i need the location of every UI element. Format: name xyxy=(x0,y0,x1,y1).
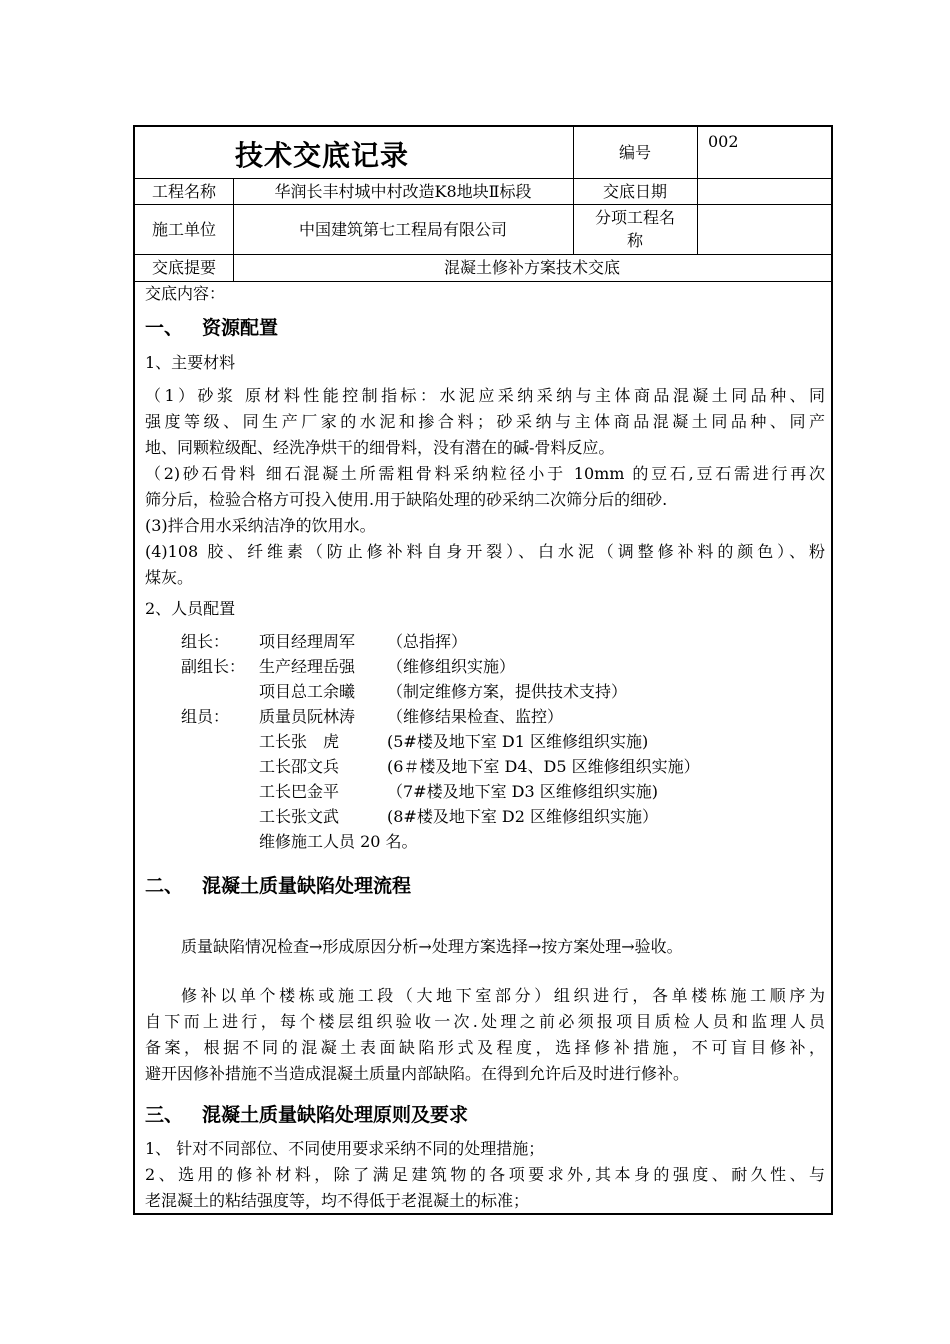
paragraph-line: 筛分后，检验合格方可投入使用.用于缺陷处理的砂采纳二次筛分后的细砂. xyxy=(145,490,668,509)
staff-duty: (6＃楼及地下室 D4、D5 区维修组织实施） xyxy=(387,757,700,776)
staff-name: 项目总工余曦 xyxy=(259,682,356,701)
paragraph-line: 避开因修补措施不当造成混凝土质量内部缺陷。在得到允许后及时进行修补。 xyxy=(145,1064,690,1083)
staff-role: 组员： xyxy=(181,707,230,726)
section-heading: 资源配置 xyxy=(202,317,279,339)
paragraph-line: (3)拌合用水采纳洁净的饮用水。 xyxy=(145,516,376,535)
staff-role: 组长： xyxy=(181,632,230,651)
section-number: 二、 xyxy=(145,875,184,897)
staff-duty: （总指挥） xyxy=(387,632,468,651)
staff-name: 维修施工人员 20 名。 xyxy=(259,832,418,851)
table-rule xyxy=(135,178,831,179)
staff-duty: (8#楼及地下室 D2 区维修组织实施） xyxy=(387,807,659,826)
staff-name: 生产经理岳强 xyxy=(259,657,356,676)
table-rule xyxy=(135,281,831,282)
staff-name: 项目经理周军 xyxy=(259,632,356,651)
number-label: 编号 xyxy=(618,143,651,162)
staff-name: 工长巴金平 xyxy=(259,782,340,801)
content-label: 交底内容： xyxy=(145,284,226,303)
unit-label: 施工单位 xyxy=(151,220,216,239)
subproject-label: 分项工程名 xyxy=(594,208,675,227)
staff-name: 工长张 虎 xyxy=(259,732,340,751)
staff-duty: （维修组织实施） xyxy=(387,657,516,676)
section-heading: 混凝土质量缺陷处理原则及要求 xyxy=(202,1104,469,1126)
section-number: 一、 xyxy=(145,317,184,339)
paragraph-line: 强度等级、同生产厂家的水泥和掺合料；砂采纳与主体商品混凝土同品种、同产 xyxy=(145,412,825,431)
staff-duty: (5#楼及地下室 D1 区维修组织实施) xyxy=(387,732,649,751)
staff-duty: （7#楼及地下室 D3 区维修组织实施) xyxy=(387,782,659,801)
subheading: 2、人员配置 xyxy=(145,599,236,618)
number-value: 002 xyxy=(708,132,739,151)
summary-label: 交底提要 xyxy=(151,258,216,277)
staff-name: 工长张文武 xyxy=(259,807,340,826)
subheading: 1、主要材料 xyxy=(145,353,236,372)
table-rule xyxy=(135,254,831,255)
list-item: 2、选用的修补材料，除了满足建筑物的各项要求外,其本身的强度、耐久性、与 xyxy=(145,1165,825,1184)
paragraph-line: (4)108 胶、纤维素（防止修补料自身开裂）、白水泥（调整修补料的颜色）、粉 xyxy=(145,542,825,561)
subproject-label: 称 xyxy=(626,231,643,250)
table-rule xyxy=(135,204,831,205)
staff-role: 副组长： xyxy=(181,657,246,676)
section-number: 三、 xyxy=(145,1104,184,1126)
paragraph-line: 自下而上进行，每个楼层组织验收一次.处理之前必须报项目质检人员和监理人员 xyxy=(145,1012,825,1031)
summary-value: 混凝土修补方案技术交底 xyxy=(443,258,620,277)
paragraph-line: 地、同颗粒级配、经洗净烘干的细骨料，没有潜在的碱-骨料反应。 xyxy=(145,438,615,457)
table-rule xyxy=(697,127,698,255)
page-title: 技术交底记录 xyxy=(235,139,410,172)
paragraph-line: 修补以单个楼栋或施工段（大地下室部分）组织进行，各单楼栋施工顺序为 xyxy=(181,986,825,1005)
list-item: 1、 针对不同部位、不同使用要求采纳不同的处理措施； xyxy=(145,1139,545,1158)
staff-duty: （维修结果检查、监控） xyxy=(387,707,564,726)
record-form xyxy=(133,125,833,1215)
staff-name: 质量员阮林涛 xyxy=(259,707,356,726)
paragraph-line: 煤灰。 xyxy=(145,568,194,587)
section-heading: 混凝土质量缺陷处理流程 xyxy=(202,875,412,897)
unit-value: 中国建筑第七工程局有限公司 xyxy=(298,220,507,239)
paragraph-line: （1）砂浆 原材料性能控制指标：水泥应采纳采纳与主体商品混凝土同品种、同 xyxy=(145,386,825,405)
flow-text: 质量缺陷情况检查→形成原因分析→处理方案选择→按方案处理→验收。 xyxy=(181,937,683,956)
staff-name: 工长邵文兵 xyxy=(259,757,340,776)
project-value: 华润长丰村城中村改造K8地块Ⅱ标段 xyxy=(274,182,532,201)
paragraph-line: （2)砂石骨料 细石混凝土所需粗骨料采纳粒径小于 10mm 的豆石,豆石需进行再次 xyxy=(145,464,825,483)
paragraph-line: 备案，根据不同的混凝土表面缺陷形式及程度，选择修补措施，不可盲目修补， xyxy=(145,1038,825,1057)
date-label: 交底日期 xyxy=(602,182,667,201)
list-item: 老混凝土的粘结强度等，均不得低于老混凝土的标准； xyxy=(145,1191,530,1210)
staff-duty: （制定维修方案，提供技术支持） xyxy=(387,682,628,701)
project-label: 工程名称 xyxy=(151,182,216,201)
